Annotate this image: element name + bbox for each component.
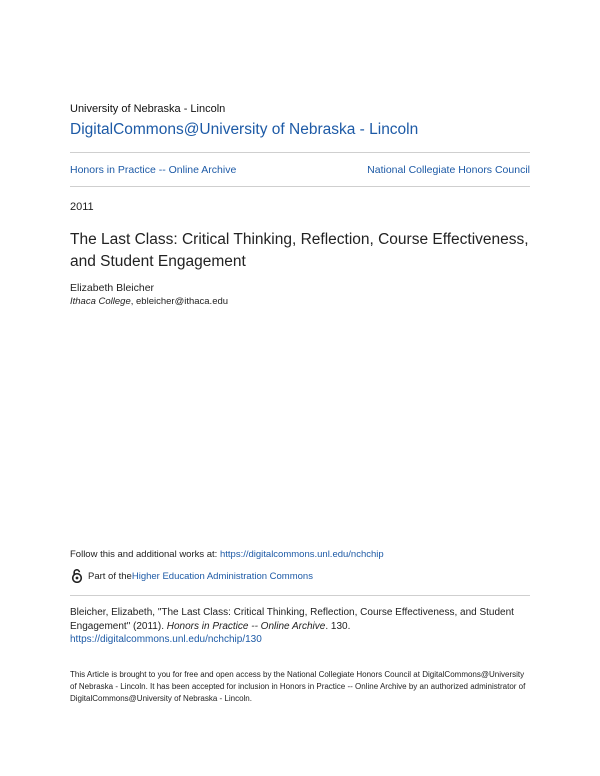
author-affiliation — [70, 296, 228, 307]
author-name: Elizabeth Bleicher — [70, 282, 155, 294]
follow-url-link[interactable]: https://digitalcommons.unl.edu/nchchip — [219, 549, 384, 560]
divider-nav — [70, 186, 530, 187]
follow-line — [70, 549, 384, 560]
institution-name: University of Nebraska - Lincoln — [70, 103, 226, 115]
repository-link[interactable]: DigitalCommons@University of Nebraska - Lincoln — [70, 121, 419, 138]
citation-text: Bleicher, Elizabeth, "The Last Class: Critical Thinking, Reflection, Course Effectiveness, and Student Engagement" (2011). — [70, 607, 514, 632]
citation-block — [70, 606, 530, 647]
divider-top — [70, 152, 530, 153]
series-link[interactable]: Honors in Practice -- Online Archive — [70, 164, 237, 176]
publication-year: 2011 — [70, 201, 94, 213]
author-email: , ebleicher@ithaca.edu — [130, 296, 229, 307]
publisher-link[interactable]: National Collegiate Honors Council — [367, 164, 530, 176]
follow-prefix: Follow this and additional works at: — [70, 549, 220, 560]
citation-journal: Honors in Practice -- Online Archive — [166, 620, 326, 632]
divider-citation — [70, 595, 530, 596]
citation-suffix: . 130. — [325, 620, 351, 632]
citation-url-link[interactable]: https://digitalcommons.unl.edu/nchchip/130 — [70, 634, 262, 645]
part-of-line — [70, 569, 313, 583]
affiliation-institution: Ithaca College — [70, 296, 131, 307]
open-access-icon — [70, 569, 84, 583]
part-of-prefix: Part of the — [88, 570, 132, 582]
article-title: The Last Class: Critical Thinking, Reflection, Course Effectiveness, and Student Engagement — [70, 231, 529, 270]
access-notice: This Article is brought to you for free and open access by the National Collegiate Honors Council at DigitalCommons@University of Nebraska - Lincoln. It has been accepted for inclusion in Honors in Practice -- Online Archive by an authorized administrator of DigitalCommons@University of Nebraska - Lincoln. — [70, 670, 526, 703]
commons-link[interactable]: Higher Education Administration Commons — [131, 570, 313, 582]
